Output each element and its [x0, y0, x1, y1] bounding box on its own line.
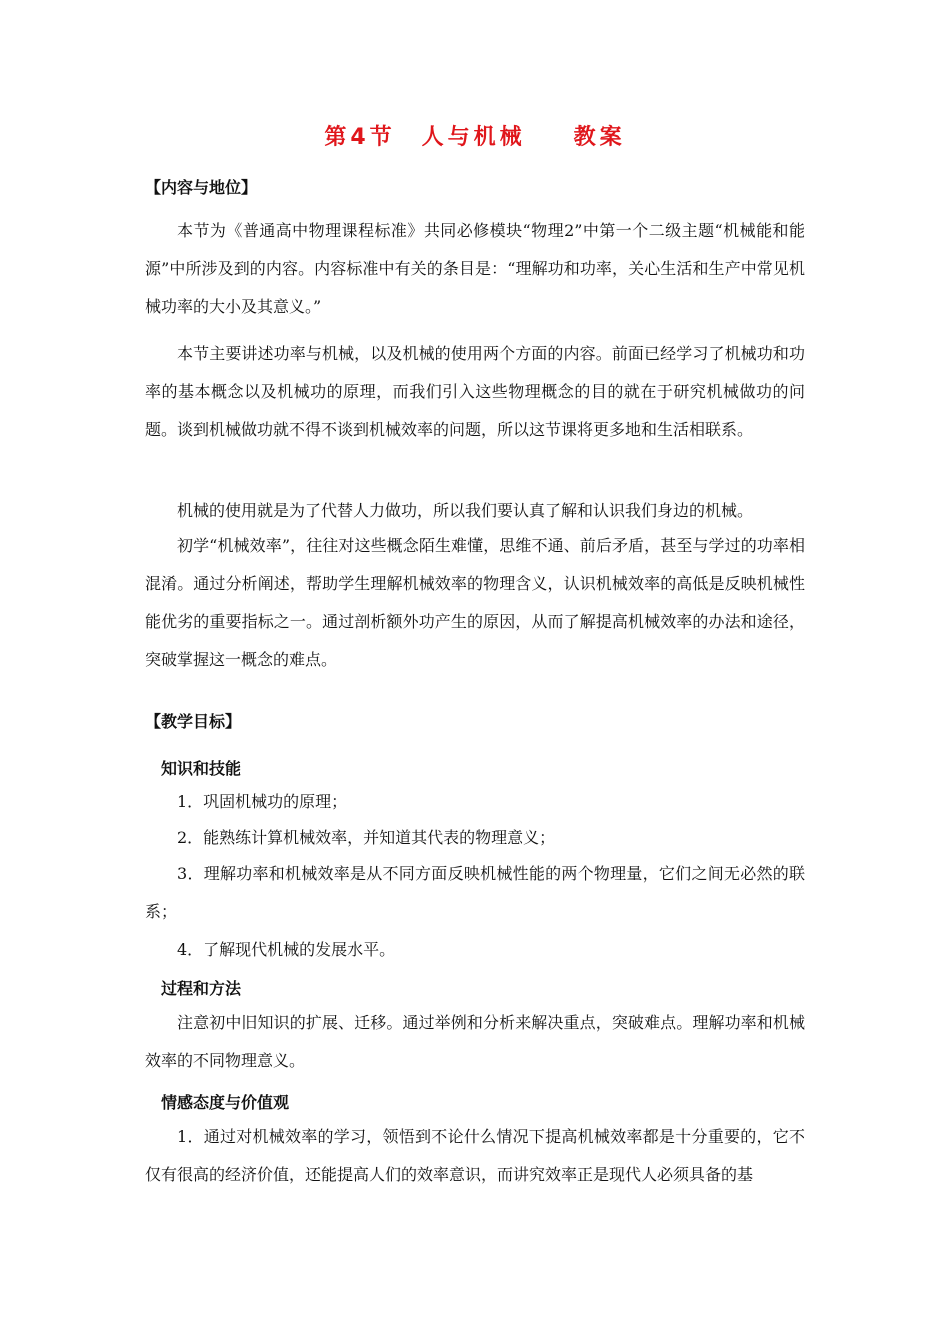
document-title [0, 120, 950, 151]
list-item: 2．能熟练计算机械效率，并知道其代表的物理意义； [177, 828, 556, 847]
title-suffix: 教案 [573, 125, 626, 150]
subheading-knowledge: 知识和技能 [161, 759, 242, 778]
subheading-process: 过程和方法 [161, 979, 242, 998]
list-item: 1．巩固机械功的原理； [177, 792, 348, 811]
paragraph: 初学“机械效率”，往往对这些概念陌生难懂，思维不通、前后矛盾，甚至与学过的功率相混淆。通过分析阐述，帮助学生理解机械效率的物理含义，认识机械效率的高低是反映机械性能优劣的重要指标之一。通过剖析额外功产生的原因，从而了解提高机械效率的办法和途径，突破掌握这一概念的难点。 [145, 536, 805, 669]
paragraph: 本节为《普通高中物理课程标准》共同必修模块“物理2”中第一个二级主题“机械能和能源”中所涉及到的内容。内容标准中有关的条目是：“理解功和功率，关心生活和生产中常见机械功率的大小及其意义。” [145, 221, 805, 316]
section-heading-goals: 【教学目标】 [145, 712, 242, 731]
paragraph: 本节主要讲述功率与机械，以及机械的使用两个方面的内容。前面已经学习了机械功和功率的基本概念以及机械功的原理，而我们引入这些物理概念的目的就在于研究机械做功的问题。谈到机械做功就不得不谈到机械效率的问题，所以这节课将更多地和生活相联系。 [145, 344, 805, 439]
paragraph: 1．通过对机械效率的学习，领悟到不论什么情况下提高机械效率都是十分重要的，它不仅有很高的经济价值，还能提高人们的效率意识，而讲究效率正是现代人必须具备的基 [145, 1127, 805, 1184]
list-item: 3．理解功率和机械效率是从不同方面反映机械性能的两个物理量，它们之间无必然的联系； [145, 864, 805, 921]
paragraph: 机械的使用就是为了代替人力做功，所以我们要认真了解和认识我们身边的机械。 [177, 501, 754, 520]
title-main: 第4节 人与机械 [324, 125, 526, 150]
section-heading-content: 【内容与地位】 [145, 178, 258, 197]
paragraph: 注意初中旧知识的扩展、迁移。通过举例和分析来解决重点，突破难点。理解功率和机械效率的不同物理意义。 [145, 1013, 805, 1070]
subheading-emotion: 情感态度与价值观 [161, 1093, 290, 1112]
list-item: 4．了解现代机械的发展水平。 [177, 940, 396, 959]
